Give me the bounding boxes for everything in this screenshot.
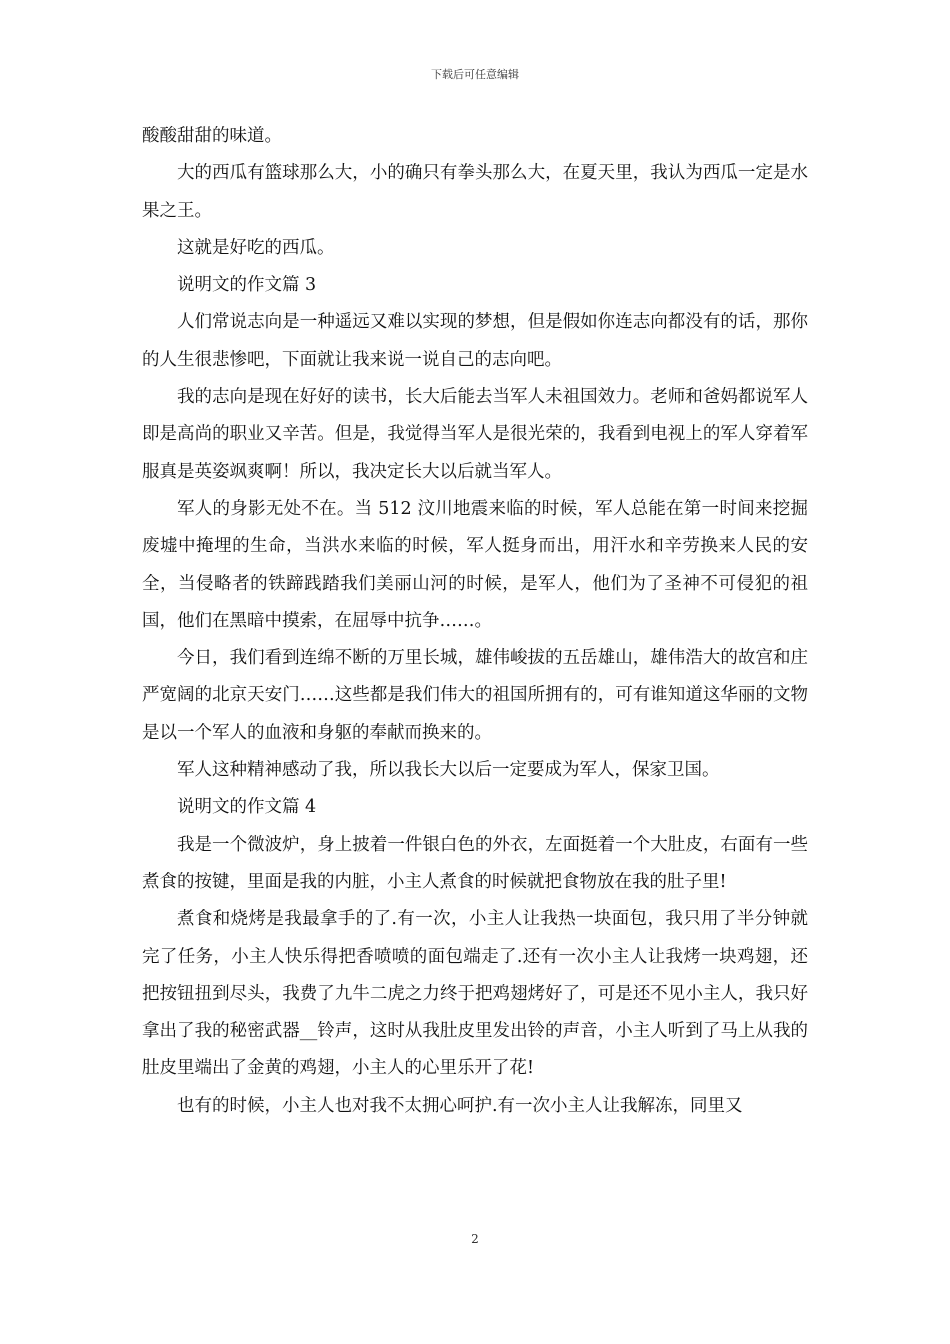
paragraph: 也有的时候，小主人也对我不太拥心呵护.有一次小主人让我解冻，同里又 — [177, 1095, 743, 1116]
paragraph: 人们常说志向是一种遥远又难以实现的梦想，但是假如你连志向都没有的话，那你的人生很悲惨吧，下面就让我来说一说自己的志向吧。 — [142, 312, 808, 370]
paragraph: 这就是好吃的西瓜。 — [177, 237, 335, 258]
paragraph: 今日，我们看到连绵不断的万里长城，雄伟峻拔的五岳雄山，雄伟浩大的故宫和庄严宽阔的北京天安门……这些都是我们伟大的祖国所拥有的，可有谁知道这华丽的文物是以一个军人的血液和身躯的奉献而换来的。 — [142, 648, 808, 743]
paragraph: 我是一个微波炉，身上披着一件银白色的外衣，左面挺着一个大肚皮，右面有一些煮食的按键，里面是我的内脏，小主人煮食的时候就把食物放在我的肚子里! — [142, 834, 808, 892]
page-number: 2 — [471, 1232, 479, 1246]
paragraph: 大的西瓜有篮球那么大，小的确只有拳头那么大，在夏天里，我认为西瓜一定是水果之王。 — [142, 163, 808, 221]
page-header: 下载后可任意编辑 — [431, 68, 519, 81]
paragraph: 军人这种精神感动了我，所以我长大以后一定要成为军人，保家卫国。 — [177, 760, 720, 781]
paragraph: 我的志向是现在好好的读书，长大后能去当军人未祖国效力。老师和爸妈都说军人即是高尚的职业又辛苦。但是，我觉得当军人是很光荣的，我看到电视上的军人穿着军服真是英姿飒爽啊！所以，我决定长大以后就当军人。 — [142, 387, 808, 482]
paragraph: 酸酸甜甜的味道。 — [142, 126, 282, 146]
paragraph: 说明文的作文篇 4 — [177, 797, 317, 818]
paragraph: 煮食和烧烤是我最拿手的了.有一次，小主人让我热一块面包，我只用了半分钟就完了任务，小主人快乐得把香喷喷的面包端走了.还有一次小主人让我烤一块鸡翅，还把按钮扭到尽头，我费了九牛二虎之力终于把鸡翅烤好了，可是还不见小主人，我只好拿出了我的秘密武器__铃声，这时从我肚皮里发出铃的声音，小主人听到了马上从我的肚皮里端出了金黄的鸡翅，小主人的心里乐开了花! — [142, 909, 808, 1079]
paragraph: 军人的身影无处不在。当 512 汶川地震来临的时候，军人总能在第一时间来挖掘废墟中掩埋的生命，当洪水来临的时候，军人挺身而出，用汗水和辛劳换来人民的安全，当侵略者的铁蹄践踏我们美丽山河的时候，是军人，他们为了圣神不可侵犯的祖国，他们在黑暗中摸索，在屈辱中抗争……。 — [142, 498, 808, 631]
document-body — [142, 118, 808, 1125]
paragraph: 说明文的作文篇 3 — [177, 275, 317, 296]
